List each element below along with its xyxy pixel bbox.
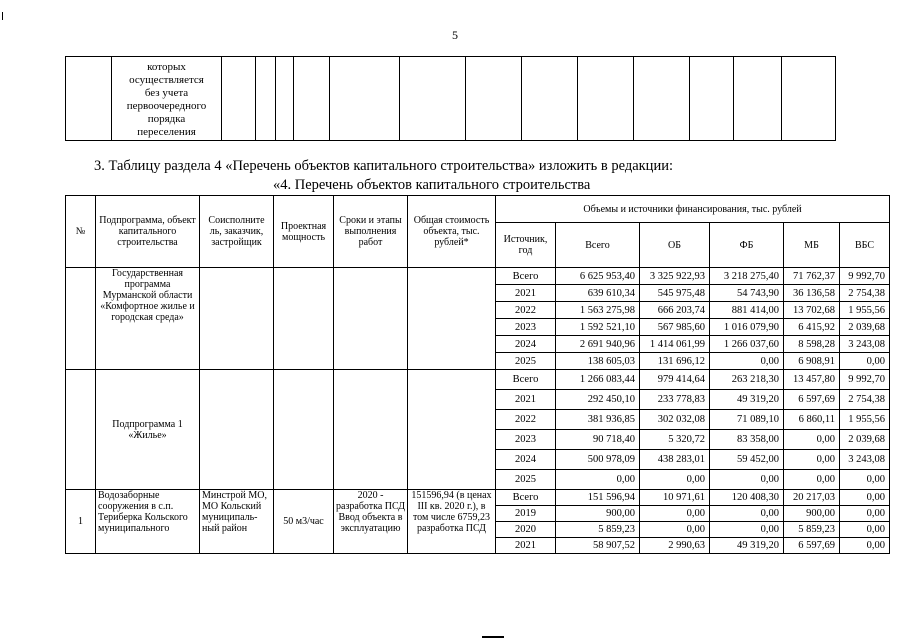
table-row xyxy=(66,370,890,390)
fragment-line: осуществляется xyxy=(129,74,204,86)
source-cell: 2024 xyxy=(496,336,556,353)
source-cell: 2021 xyxy=(496,285,556,302)
page-number: 5 xyxy=(452,28,458,42)
fb-cell: 0,00 xyxy=(710,353,784,370)
source-cell: Всего xyxy=(496,490,556,506)
source-cell: 2022 xyxy=(496,302,556,319)
previous-table-fragment xyxy=(65,56,836,141)
ob-cell: 545 975,48 xyxy=(640,285,710,302)
margin-mark xyxy=(2,12,3,20)
mb-cell: 5 859,23 xyxy=(784,522,840,538)
ob-cell: 979 414,64 xyxy=(640,370,710,390)
capital-construction-table xyxy=(65,195,890,554)
total-cell: 6 625 953,40 xyxy=(556,268,640,285)
object-name: Водозаборные сооружения в с.п. Териберка Кольского муниципального xyxy=(96,490,200,554)
vbs-cell: 2 039,68 xyxy=(840,319,890,336)
header-ob: ОБ xyxy=(640,223,710,268)
fragment-cell xyxy=(66,57,112,141)
object-terms: 2020 - разработка ПСД Ввод объекта в эксплуатацию xyxy=(334,490,408,554)
total-cell: 381 936,85 xyxy=(556,410,640,430)
fb-cell: 881 414,00 xyxy=(710,302,784,319)
source-cell: 2022 xyxy=(496,410,556,430)
mb-cell: 6 597,69 xyxy=(784,538,840,554)
mb-cell: 6 415,92 xyxy=(784,319,840,336)
total-cell: 5 859,23 xyxy=(556,522,640,538)
page-edge-mark xyxy=(482,636,504,638)
fb-cell: 49 319,20 xyxy=(710,538,784,554)
header-capacity: Проектная мощность xyxy=(274,196,334,268)
total-cell: 58 907,52 xyxy=(556,538,640,554)
total-cell: 0,00 xyxy=(556,470,640,490)
total-cell: 1 592 521,10 xyxy=(556,319,640,336)
mb-cell: 13 457,80 xyxy=(784,370,840,390)
mb-cell: 8 598,28 xyxy=(784,336,840,353)
header-mb: МБ xyxy=(784,223,840,268)
mb-cell: 0,00 xyxy=(784,470,840,490)
mb-cell: 6 908,91 xyxy=(784,353,840,370)
mb-cell: 6 860,11 xyxy=(784,410,840,430)
intro-paragraph: 3. Таблицу раздела 4 «Перечень объектов капитального строительства» изложить в редакции: xyxy=(94,158,673,174)
source-cell: 2023 xyxy=(496,319,556,336)
fragment-text-cell xyxy=(112,57,222,141)
vbs-cell: 2 754,38 xyxy=(840,285,890,302)
header-coexecutor: Соисполните ль, заказчик, застройщик xyxy=(200,196,274,268)
object-capacity: 50 м3/час xyxy=(274,490,334,554)
total-cell: 2 691 940,96 xyxy=(556,336,640,353)
fb-cell: 1 266 037,60 xyxy=(710,336,784,353)
mb-cell: 71 762,37 xyxy=(784,268,840,285)
fb-cell: 49 319,20 xyxy=(710,390,784,410)
header-fb: ФБ xyxy=(710,223,784,268)
ob-cell: 131 696,12 xyxy=(640,353,710,370)
fb-cell: 0,00 xyxy=(710,522,784,538)
fb-cell: 0,00 xyxy=(710,470,784,490)
total-cell: 900,00 xyxy=(556,506,640,522)
object-coexecutor: Минстрой МО, МО Кольский муниципаль-ный район xyxy=(200,490,274,554)
header-terms: Сроки и этапы выполнения работ xyxy=(334,196,408,268)
total-cell: 292 450,10 xyxy=(556,390,640,410)
vbs-cell: 9 992,70 xyxy=(840,370,890,390)
ob-cell: 0,00 xyxy=(640,470,710,490)
fb-cell: 0,00 xyxy=(710,506,784,522)
vbs-cell: 9 992,70 xyxy=(840,268,890,285)
fb-cell: 54 743,90 xyxy=(710,285,784,302)
fragment-line: первоочередного xyxy=(126,100,207,112)
total-cell: 639 610,34 xyxy=(556,285,640,302)
source-cell: 2019 xyxy=(496,506,556,522)
ob-cell: 666 203,74 xyxy=(640,302,710,319)
subprogram-name: Подпрограмма 1 «Жилье» xyxy=(96,370,200,490)
table-row xyxy=(66,490,890,506)
total-cell: 90 718,40 xyxy=(556,430,640,450)
vbs-cell: 1 955,56 xyxy=(840,410,890,430)
ob-cell: 3 325 922,93 xyxy=(640,268,710,285)
ob-cell: 0,00 xyxy=(640,506,710,522)
mb-cell: 0,00 xyxy=(784,450,840,470)
fragment-line: переселения xyxy=(137,126,196,138)
total-cell: 1 266 083,44 xyxy=(556,370,640,390)
total-cell: 1 563 275,98 xyxy=(556,302,640,319)
vbs-cell: 0,00 xyxy=(840,353,890,370)
fragment-line: без учета xyxy=(144,87,189,99)
source-cell: 2021 xyxy=(496,538,556,554)
fb-cell: 83 358,00 xyxy=(710,430,784,450)
fb-cell: 120 408,30 xyxy=(710,490,784,506)
vbs-cell: 0,00 xyxy=(840,538,890,554)
ob-cell: 2 990,63 xyxy=(640,538,710,554)
source-cell: Всего xyxy=(496,370,556,390)
ob-cell: 233 778,83 xyxy=(640,390,710,410)
ob-cell: 438 283,01 xyxy=(640,450,710,470)
ob-cell: 567 985,60 xyxy=(640,319,710,336)
header-subprogram: Подпрограмма, объект капитального строительства xyxy=(96,196,200,268)
fragment-line: которых xyxy=(147,61,186,73)
ob-cell: 10 971,61 xyxy=(640,490,710,506)
fb-cell: 3 218 275,40 xyxy=(710,268,784,285)
header-cost: Общая стоимость объекта, тыс. рублей* xyxy=(408,196,496,268)
vbs-cell: 2 039,68 xyxy=(840,430,890,450)
object-number: 1 xyxy=(66,490,96,554)
header-total: Всего xyxy=(556,223,640,268)
object-cost: 151596,94 (в ценах III кв. 2020 г.), в том числе 6759,23 разработка ПСД xyxy=(408,490,496,554)
vbs-cell: 3 243,08 xyxy=(840,336,890,353)
total-cell: 151 596,94 xyxy=(556,490,640,506)
mb-cell: 6 597,69 xyxy=(784,390,840,410)
mb-cell: 900,00 xyxy=(784,506,840,522)
source-cell: 2020 xyxy=(496,522,556,538)
ob-cell: 5 320,72 xyxy=(640,430,710,450)
source-cell: 2025 xyxy=(496,353,556,370)
vbs-cell: 0,00 xyxy=(840,470,890,490)
mb-cell: 13 702,68 xyxy=(784,302,840,319)
vbs-cell: 3 243,08 xyxy=(840,450,890,470)
mb-cell: 36 136,58 xyxy=(784,285,840,302)
mb-cell: 0,00 xyxy=(784,430,840,450)
ob-cell: 302 032,08 xyxy=(640,410,710,430)
source-cell: 2025 xyxy=(496,470,556,490)
total-cell: 500 978,09 xyxy=(556,450,640,470)
header-funding: Объемы и источники финансирования, тыс. рублей xyxy=(496,196,890,223)
source-cell: 2021 xyxy=(496,390,556,410)
ob-cell: 0,00 xyxy=(640,522,710,538)
source-cell: 2023 xyxy=(496,430,556,450)
source-cell: Всего xyxy=(496,268,556,285)
vbs-cell: 2 754,38 xyxy=(840,390,890,410)
mb-cell: 20 217,03 xyxy=(784,490,840,506)
program-name: Государственная программа Мурманской области «Комфортное жилье и городская среда» xyxy=(96,268,200,370)
ob-cell: 1 414 061,99 xyxy=(640,336,710,353)
table-row xyxy=(66,268,890,285)
header-vbs: ВБС xyxy=(840,223,890,268)
fb-cell: 263 218,30 xyxy=(710,370,784,390)
header-source: Источник, год xyxy=(496,223,556,268)
fb-cell: 1 016 079,90 xyxy=(710,319,784,336)
fb-cell: 71 089,10 xyxy=(710,410,784,430)
table-title: «4. Перечень объектов капитального строительства xyxy=(273,177,591,193)
total-cell: 138 605,03 xyxy=(556,353,640,370)
vbs-cell: 1 955,56 xyxy=(840,302,890,319)
fb-cell: 59 452,00 xyxy=(710,450,784,470)
header-num: № xyxy=(66,196,96,268)
source-cell: 2024 xyxy=(496,450,556,470)
vbs-cell: 0,00 xyxy=(840,506,890,522)
fragment-line: порядка xyxy=(147,113,186,125)
vbs-cell: 0,00 xyxy=(840,522,890,538)
vbs-cell: 0,00 xyxy=(840,490,890,506)
